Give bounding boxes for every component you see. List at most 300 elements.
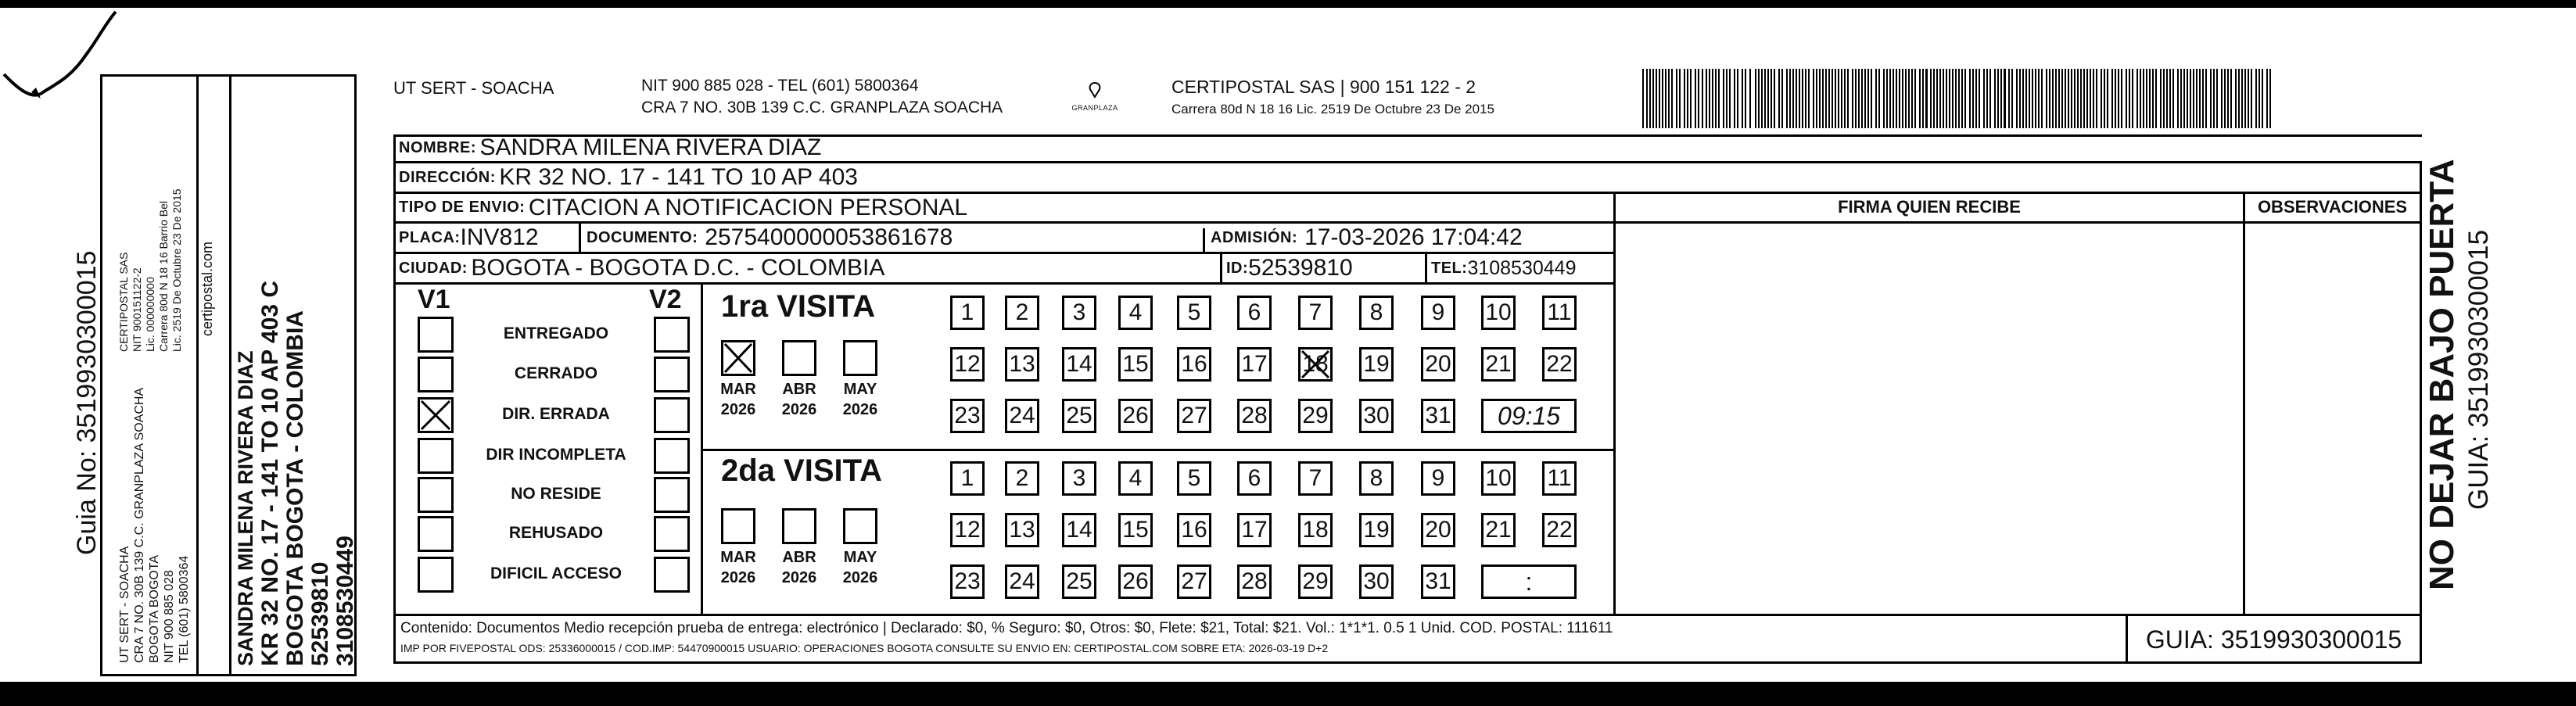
- day-box[interactable]: [1062, 347, 1096, 382]
- day-number: 8: [1369, 465, 1383, 491]
- barcode-bar: [1745, 69, 1746, 128]
- day-number: 4: [1128, 299, 1143, 325]
- day-box[interactable]: [1421, 347, 1455, 382]
- placa-label: PLACA:: [399, 228, 461, 246]
- day-box[interactable]: [1062, 399, 1096, 433]
- v1-checkbox[interactable]: [418, 477, 454, 513]
- barcode-bar: [1726, 69, 1727, 128]
- v2-checkbox[interactable]: [654, 438, 690, 474]
- barcode-bar: [1767, 69, 1769, 128]
- barcode-bar: [1668, 69, 1670, 128]
- day-box[interactable]: [1542, 347, 1577, 382]
- stub-sender: [117, 388, 192, 663]
- v2-checkbox[interactable]: [654, 477, 690, 513]
- day-box[interactable]: [1005, 296, 1039, 330]
- v2-checkbox[interactable]: [654, 397, 690, 433]
- barcode-bar: [1914, 69, 1916, 128]
- day-number: 2: [1015, 465, 1029, 491]
- day-box[interactable]: [950, 461, 985, 496]
- day-number: 22: [1546, 351, 1573, 377]
- v2-checkbox[interactable]: [654, 557, 690, 593]
- barcode-bar: [2172, 69, 2174, 128]
- day-number: 20: [1425, 351, 1451, 377]
- barcode-bar: [1911, 69, 1913, 128]
- barcode-bar: [1764, 69, 1766, 128]
- barcode-bar: [1835, 69, 1836, 128]
- barcode-bar: [1867, 69, 1869, 128]
- day-number: 19: [1363, 351, 1390, 377]
- admision-value: 17-03-2026 17:04:42: [1304, 224, 1523, 250]
- tel-row: [1431, 254, 1576, 282]
- day-box[interactable]: [1359, 461, 1394, 496]
- barcode-bar: [2071, 69, 2072, 128]
- stub-sender-line: UT SERT - SOACHA: [118, 546, 131, 663]
- stub-guia-number: Guia No: 3519930300015: [72, 250, 102, 555]
- barcode-bar: [2049, 69, 2050, 128]
- stub-website: certipostal.com: [199, 241, 215, 336]
- month-name: ABR: [782, 549, 816, 566]
- barcode-bar: [1734, 69, 1735, 128]
- barcode-bar: [2068, 69, 2069, 128]
- v1-label: V1: [418, 285, 450, 314]
- barcode-bar: [1684, 69, 1685, 128]
- day-box[interactable]: [1118, 513, 1153, 547]
- barcode-bar: [2244, 69, 2246, 128]
- day-number: 6: [1247, 299, 1261, 325]
- day-number: 7: [1308, 299, 1322, 325]
- barcode-bar: [1656, 69, 1657, 128]
- barcode-bar: [1758, 69, 1760, 128]
- v1-checkbox[interactable]: [418, 397, 454, 433]
- barcode-bar: [1822, 69, 1824, 128]
- month-year: 2026: [842, 569, 878, 586]
- stub-recipient-line: 52539810: [307, 561, 333, 666]
- day-box[interactable]: [1421, 513, 1455, 547]
- barcode-bar: [1964, 69, 1966, 128]
- barcode-bar: [2115, 69, 2116, 128]
- day-number: 17: [1241, 351, 1268, 377]
- day-number: 26: [1122, 568, 1149, 594]
- barcode: [1642, 69, 2276, 128]
- barcode-bar: [2166, 69, 2168, 128]
- admision-row: [1211, 224, 1523, 252]
- barcode-bar: [1939, 69, 1941, 128]
- day-box[interactable]: [1421, 296, 1455, 330]
- stub-courier-line: Carrera 80d N 18 16 Barrio Bel: [157, 201, 170, 352]
- barcode-bar: [1946, 69, 1947, 128]
- barcode-bar: [2146, 69, 2147, 128]
- barcode-bar: [1943, 69, 1944, 128]
- month-checkbox[interactable]: [782, 508, 816, 544]
- barcode-bar: [1896, 69, 1897, 128]
- barcode-bar: [1662, 69, 1663, 128]
- status-label: DIR. ERRADA: [502, 405, 610, 423]
- status-label: ENTREGADO: [503, 324, 609, 342]
- day-box[interactable]: [1118, 564, 1153, 599]
- barcode-bar: [1861, 69, 1863, 128]
- barcode-bar: [2019, 69, 2021, 128]
- barcode-bar: [2008, 69, 2010, 128]
- day-box[interactable]: [1237, 461, 1272, 496]
- stub-courier-line: Lic. 000000000: [144, 277, 156, 352]
- ciudad-label: CIUDAD:: [399, 259, 468, 277]
- barcode-bar: [1786, 69, 1788, 128]
- barcode-bar: [1933, 69, 1935, 128]
- day-box[interactable]: [1298, 399, 1333, 433]
- barcode-bar: [1789, 69, 1791, 128]
- barcode-bar: [2266, 69, 2268, 128]
- barcode-bar: [2137, 69, 2138, 128]
- barcode-bar: [2169, 69, 2171, 128]
- day-box[interactable]: [950, 564, 985, 599]
- barcode-bar: [1893, 69, 1894, 128]
- day-box[interactable]: [1481, 513, 1516, 547]
- day-box[interactable]: [1005, 513, 1039, 547]
- month-year: 2026: [781, 401, 817, 418]
- v1-checkbox[interactable]: [418, 438, 454, 474]
- barcode-bar: [2241, 69, 2243, 128]
- month-checkbox[interactable]: [782, 340, 816, 376]
- day-number: 15: [1122, 351, 1149, 377]
- barcode-bar: [1952, 69, 1954, 128]
- stub-recipient: [233, 281, 358, 666]
- day-box[interactable]: [1421, 461, 1455, 496]
- barcode-bar: [1709, 69, 1710, 128]
- tipo-row: [399, 194, 967, 221]
- barcode-bar: [2149, 69, 2151, 128]
- stub-sender-line: TEL (601) 5800364: [178, 555, 191, 663]
- barcode-bar: [1649, 69, 1651, 128]
- barcode-bar: [1687, 69, 1688, 128]
- barcode-bar: [2055, 69, 2057, 128]
- barcode-bar: [1979, 69, 1980, 128]
- day-box[interactable]: [1421, 399, 1455, 433]
- day-box[interactable]: [1237, 296, 1272, 330]
- month-checkbox[interactable]: [721, 508, 755, 544]
- barcode-bar: [2227, 69, 2229, 128]
- day-box[interactable]: [1177, 347, 1211, 382]
- barcode-bar: [2255, 69, 2257, 128]
- second-visit-label: 2da VISITA: [721, 453, 882, 488]
- day-box[interactable]: [1298, 296, 1333, 330]
- day-number: 2: [1015, 299, 1029, 325]
- day-box[interactable]: [1298, 513, 1333, 547]
- barcode-bar: [1919, 69, 1921, 128]
- v2-checkbox[interactable]: [654, 516, 690, 552]
- header-courier-address: Carrera 80d N 18 16 Lic. 2519 De Octubre 23 De 2015: [1171, 102, 1494, 116]
- barcode-bar: [2152, 69, 2154, 128]
- barcode-bar: [2029, 69, 2030, 128]
- month-year: 2026: [842, 401, 878, 418]
- status-label: REHUSADO: [508, 524, 604, 542]
- barcode-bar: [1808, 69, 1810, 128]
- v1-checkbox[interactable]: [418, 357, 454, 392]
- day-box[interactable]: [950, 347, 985, 382]
- day-number: 27: [1181, 568, 1207, 594]
- direccion-row: [399, 163, 858, 192]
- day-box[interactable]: [1542, 461, 1577, 496]
- barcode-bar: [2213, 69, 2215, 128]
- barcode-bar: [1702, 69, 1703, 128]
- barcode-bar: [1871, 69, 1872, 128]
- month-name: MAR: [720, 549, 756, 566]
- day-number: 9: [1431, 299, 1445, 325]
- stub-courier-line: Lic. 2519 De Octubre 23 De 2015: [170, 188, 183, 352]
- barcode-bar: [2077, 69, 2079, 128]
- barcode-bar: [1671, 69, 1673, 128]
- barcode-bar: [1847, 69, 1849, 128]
- day-box[interactable]: [1177, 296, 1211, 330]
- barcode-bar: [1886, 69, 1888, 128]
- stub-recipient-line: 3108530449: [332, 536, 358, 666]
- day-box[interactable]: [1237, 399, 1272, 433]
- day-box[interactable]: [1118, 347, 1153, 382]
- stub-courier-line: NIT 900151122-2: [131, 267, 143, 352]
- barcode-bar: [2061, 69, 2063, 128]
- barcode-bar: [2052, 69, 2054, 128]
- day-box[interactable]: [1237, 347, 1272, 382]
- day-number: 20: [1425, 517, 1451, 543]
- barcode-bar: [1936, 69, 1938, 128]
- v2-checkbox[interactable]: [654, 357, 690, 392]
- v1-checkbox[interactable]: [418, 317, 454, 353]
- day-box[interactable]: [1005, 399, 1039, 433]
- day-box[interactable]: [1542, 513, 1577, 547]
- day-number: 13: [1009, 351, 1035, 377]
- day-box[interactable]: [1421, 564, 1455, 599]
- day-number: 8: [1369, 299, 1383, 325]
- barcode-bar: [1989, 69, 1991, 128]
- day-box[interactable]: [1177, 564, 1211, 599]
- day-number: 15: [1122, 517, 1149, 543]
- day-box[interactable]: [1118, 296, 1153, 330]
- month-checkbox[interactable]: [843, 340, 877, 376]
- month-year: 2026: [781, 569, 817, 586]
- barcode-bar: [1983, 69, 1985, 128]
- stub-courier: [117, 188, 184, 352]
- day-number: 25: [1066, 403, 1092, 428]
- firma-label: FIRMA QUIEN RECIBE: [1838, 197, 2021, 217]
- stub-recipient-line: SANDRA MILENA RIVERA DIAZ: [234, 350, 257, 666]
- day-box[interactable]: [1062, 513, 1096, 547]
- day-box[interactable]: [1359, 347, 1394, 382]
- day-box[interactable]: [1118, 399, 1153, 433]
- barcode-bar: [1652, 69, 1654, 128]
- day-box[interactable]: [1359, 296, 1394, 330]
- v1-checkbox[interactable]: [418, 557, 454, 593]
- day-number: 10: [1485, 465, 1512, 491]
- header-sender-nit: NIT 900 885 028 - TEL (601) 5800364: [641, 77, 919, 95]
- day-number: 6: [1247, 465, 1261, 491]
- footer-guia-box: GUIA: 3519930300015: [2145, 625, 2402, 654]
- barcode-bar: [1723, 69, 1724, 128]
- day-number: 16: [1181, 351, 1207, 377]
- day-number: 21: [1485, 351, 1512, 377]
- barcode-bar: [2065, 69, 2066, 128]
- day-box[interactable]: [950, 513, 985, 547]
- barcode-bar: [2000, 69, 2002, 128]
- day-box[interactable]: [1298, 347, 1333, 382]
- granplaza-logo: [1067, 81, 1122, 112]
- barcode-bar: [2025, 69, 2027, 128]
- day-box[interactable]: [1177, 399, 1211, 433]
- day-box[interactable]: [1237, 564, 1272, 599]
- day-number: 31: [1425, 568, 1451, 594]
- barcode-bar: [2140, 69, 2141, 128]
- day-box[interactable]: [950, 399, 985, 433]
- day-box[interactable]: [1062, 461, 1096, 496]
- barcode-bar: [1816, 69, 1817, 128]
- barcode-bar: [1922, 69, 1924, 128]
- barcode-bar: [1855, 69, 1857, 128]
- month-checkbox[interactable]: [843, 508, 877, 544]
- ciudad-row: [399, 254, 884, 282]
- tel-value: 3108530449: [1467, 256, 1577, 279]
- barcode-bar: [1781, 69, 1783, 128]
- documento-label: DOCUMENTO:: [587, 228, 698, 246]
- day-box[interactable]: [1062, 564, 1096, 599]
- day-number: 30: [1363, 568, 1390, 594]
- day-number: 1: [960, 299, 974, 325]
- barcode-bar: [1961, 69, 1963, 128]
- observaciones-label: OBSERVACIONES: [2257, 197, 2408, 217]
- day-number: 12: [954, 517, 981, 543]
- day-box[interactable]: [1481, 347, 1516, 382]
- day-number: 21: [1485, 517, 1512, 543]
- barcode-bar: [2011, 69, 2013, 128]
- day-box[interactable]: [1118, 461, 1153, 496]
- day-box[interactable]: [1542, 296, 1577, 330]
- day-box[interactable]: [1177, 461, 1211, 496]
- day-box[interactable]: [1005, 461, 1039, 496]
- granplaza-logo-icon: [1086, 81, 1103, 100]
- barcode-bar: [1805, 69, 1806, 128]
- barcode-bar: [2041, 69, 2043, 128]
- barcode-bar: [1737, 69, 1738, 128]
- stub-courier-line: CERTIPOSTAL SAS: [117, 252, 130, 352]
- barcode-bar: [1802, 69, 1803, 128]
- barcode-bar: [1832, 69, 1833, 128]
- barcode-bar: [1875, 69, 1877, 128]
- barcode-bar: [2160, 69, 2162, 128]
- barcode-bar: [2132, 69, 2133, 128]
- footer-line-2: IMP POR FIVEPOSTAL ODS: 25336000015 / COD.IMP: 54470900015 USUARIO: OPERACIONES BOGOTA CONSULTE SU ENVIO EN: CERTIPOSTAL.COM SOBRE ETA: 2026-03-19 D+2: [400, 642, 1329, 654]
- barcode-bar: [2086, 69, 2088, 128]
- stub-recipient-line: KR 32 NO. 17 - 141 TO 10 AP 403 C: [257, 280, 283, 666]
- barcode-bar: [2083, 69, 2085, 128]
- day-box[interactable]: [1237, 513, 1272, 547]
- side-guia: GUIA: 3519930300015: [2463, 229, 2494, 510]
- barcode-bar: [2090, 69, 2091, 128]
- barcode-bar: [2038, 69, 2040, 128]
- barcode-bar: [1742, 69, 1743, 128]
- barcode-bar: [1986, 69, 1988, 128]
- barcode-bar: [2093, 69, 2094, 128]
- day-number: 5: [1187, 465, 1201, 491]
- v1-checkbox[interactable]: [418, 516, 454, 552]
- barcode-bar: [1755, 69, 1756, 128]
- day-number: 23: [954, 403, 981, 428]
- day-number: 12: [954, 351, 981, 377]
- barcode-bar: [2118, 69, 2119, 128]
- barcode-bar: [1908, 69, 1910, 128]
- day-number: 10: [1485, 299, 1512, 325]
- barcode-bar: [1642, 69, 1644, 128]
- first-visit-label: 1ra VISITA: [721, 289, 876, 324]
- barcode-bar: [1864, 69, 1866, 128]
- month-caption: [710, 379, 766, 420]
- nombre-value: SANDRA MILENA RIVERA DIAZ: [479, 134, 822, 160]
- day-box[interactable]: [1359, 399, 1394, 433]
- footer-line-1: Contenido: Documentos Medio recepción prueba de entrega: electrónico | Declarado: $0, % Seguro: $0, Otros: $0, Flete: $21, Total: $21. Vol.: 1*1*1. 0.5 1 Unid. COD. POSTAL: 111611: [400, 620, 1613, 636]
- v2-checkbox[interactable]: [654, 317, 690, 353]
- day-box[interactable]: [1062, 296, 1096, 330]
- month-checkbox[interactable]: [721, 340, 755, 376]
- direccion-value: KR 32 NO. 17 - 141 TO 10 AP 403: [499, 164, 858, 190]
- barcode-bar: [2129, 69, 2130, 128]
- barcode-bar: [1852, 69, 1853, 128]
- barcode-bar: [2074, 69, 2076, 128]
- barcode-bar: [1969, 69, 1971, 128]
- barcode-bar: [2111, 69, 2113, 128]
- barcode-bar: [1718, 69, 1720, 128]
- day-box[interactable]: [1005, 564, 1039, 599]
- day-box[interactable]: [1359, 564, 1394, 599]
- barcode-bar: [1844, 69, 1846, 128]
- barcode-bar: [1761, 69, 1763, 128]
- day-box[interactable]: [1298, 564, 1333, 599]
- second-visit-time[interactable]: :: [1481, 564, 1577, 599]
- day-box[interactable]: [1359, 513, 1394, 547]
- documento-value: 2575400000053861678: [705, 224, 953, 250]
- day-number: 29: [1302, 568, 1329, 594]
- barcode-bar: [1698, 69, 1699, 128]
- day-number: 18: [1302, 517, 1329, 543]
- status-label: NO RESIDE: [511, 485, 601, 503]
- barcode-bar: [2183, 69, 2185, 128]
- barcode-bar: [1676, 69, 1677, 128]
- day-box[interactable]: [1298, 461, 1333, 496]
- day-number: 31: [1425, 403, 1451, 428]
- barcode-bar: [2210, 69, 2212, 128]
- first-visit-time[interactable]: 09:15: [1481, 399, 1577, 433]
- barcode-bar: [2221, 69, 2223, 128]
- month-year: 2026: [720, 569, 756, 586]
- barcode-bar: [2196, 69, 2197, 128]
- barcode-bar: [2096, 69, 2097, 128]
- barcode-bar: [2016, 69, 2018, 128]
- day-number: 28: [1241, 403, 1268, 428]
- day-box[interactable]: [1481, 296, 1516, 330]
- barcode-bar: [2143, 69, 2144, 128]
- placa-value: INV812: [460, 224, 539, 250]
- barcode-bar: [1771, 69, 1772, 128]
- id-row: [1226, 254, 1353, 282]
- stub-sender-line: BOGOTA BOGOTA: [148, 554, 161, 663]
- day-box[interactable]: [1005, 347, 1039, 382]
- barcode-bar: [2216, 69, 2218, 128]
- barcode-bar: [1792, 69, 1794, 128]
- barcode-bar: [2202, 69, 2204, 128]
- day-box[interactable]: [950, 296, 985, 330]
- barcode-bar: [2163, 69, 2165, 128]
- top-edge: [0, 0, 2576, 8]
- day-number: 18: [1302, 351, 1329, 377]
- day-box[interactable]: [1177, 513, 1211, 547]
- day-box[interactable]: [1481, 461, 1516, 496]
- barcode-bar: [2107, 69, 2108, 128]
- barcode-bar: [1972, 69, 1974, 128]
